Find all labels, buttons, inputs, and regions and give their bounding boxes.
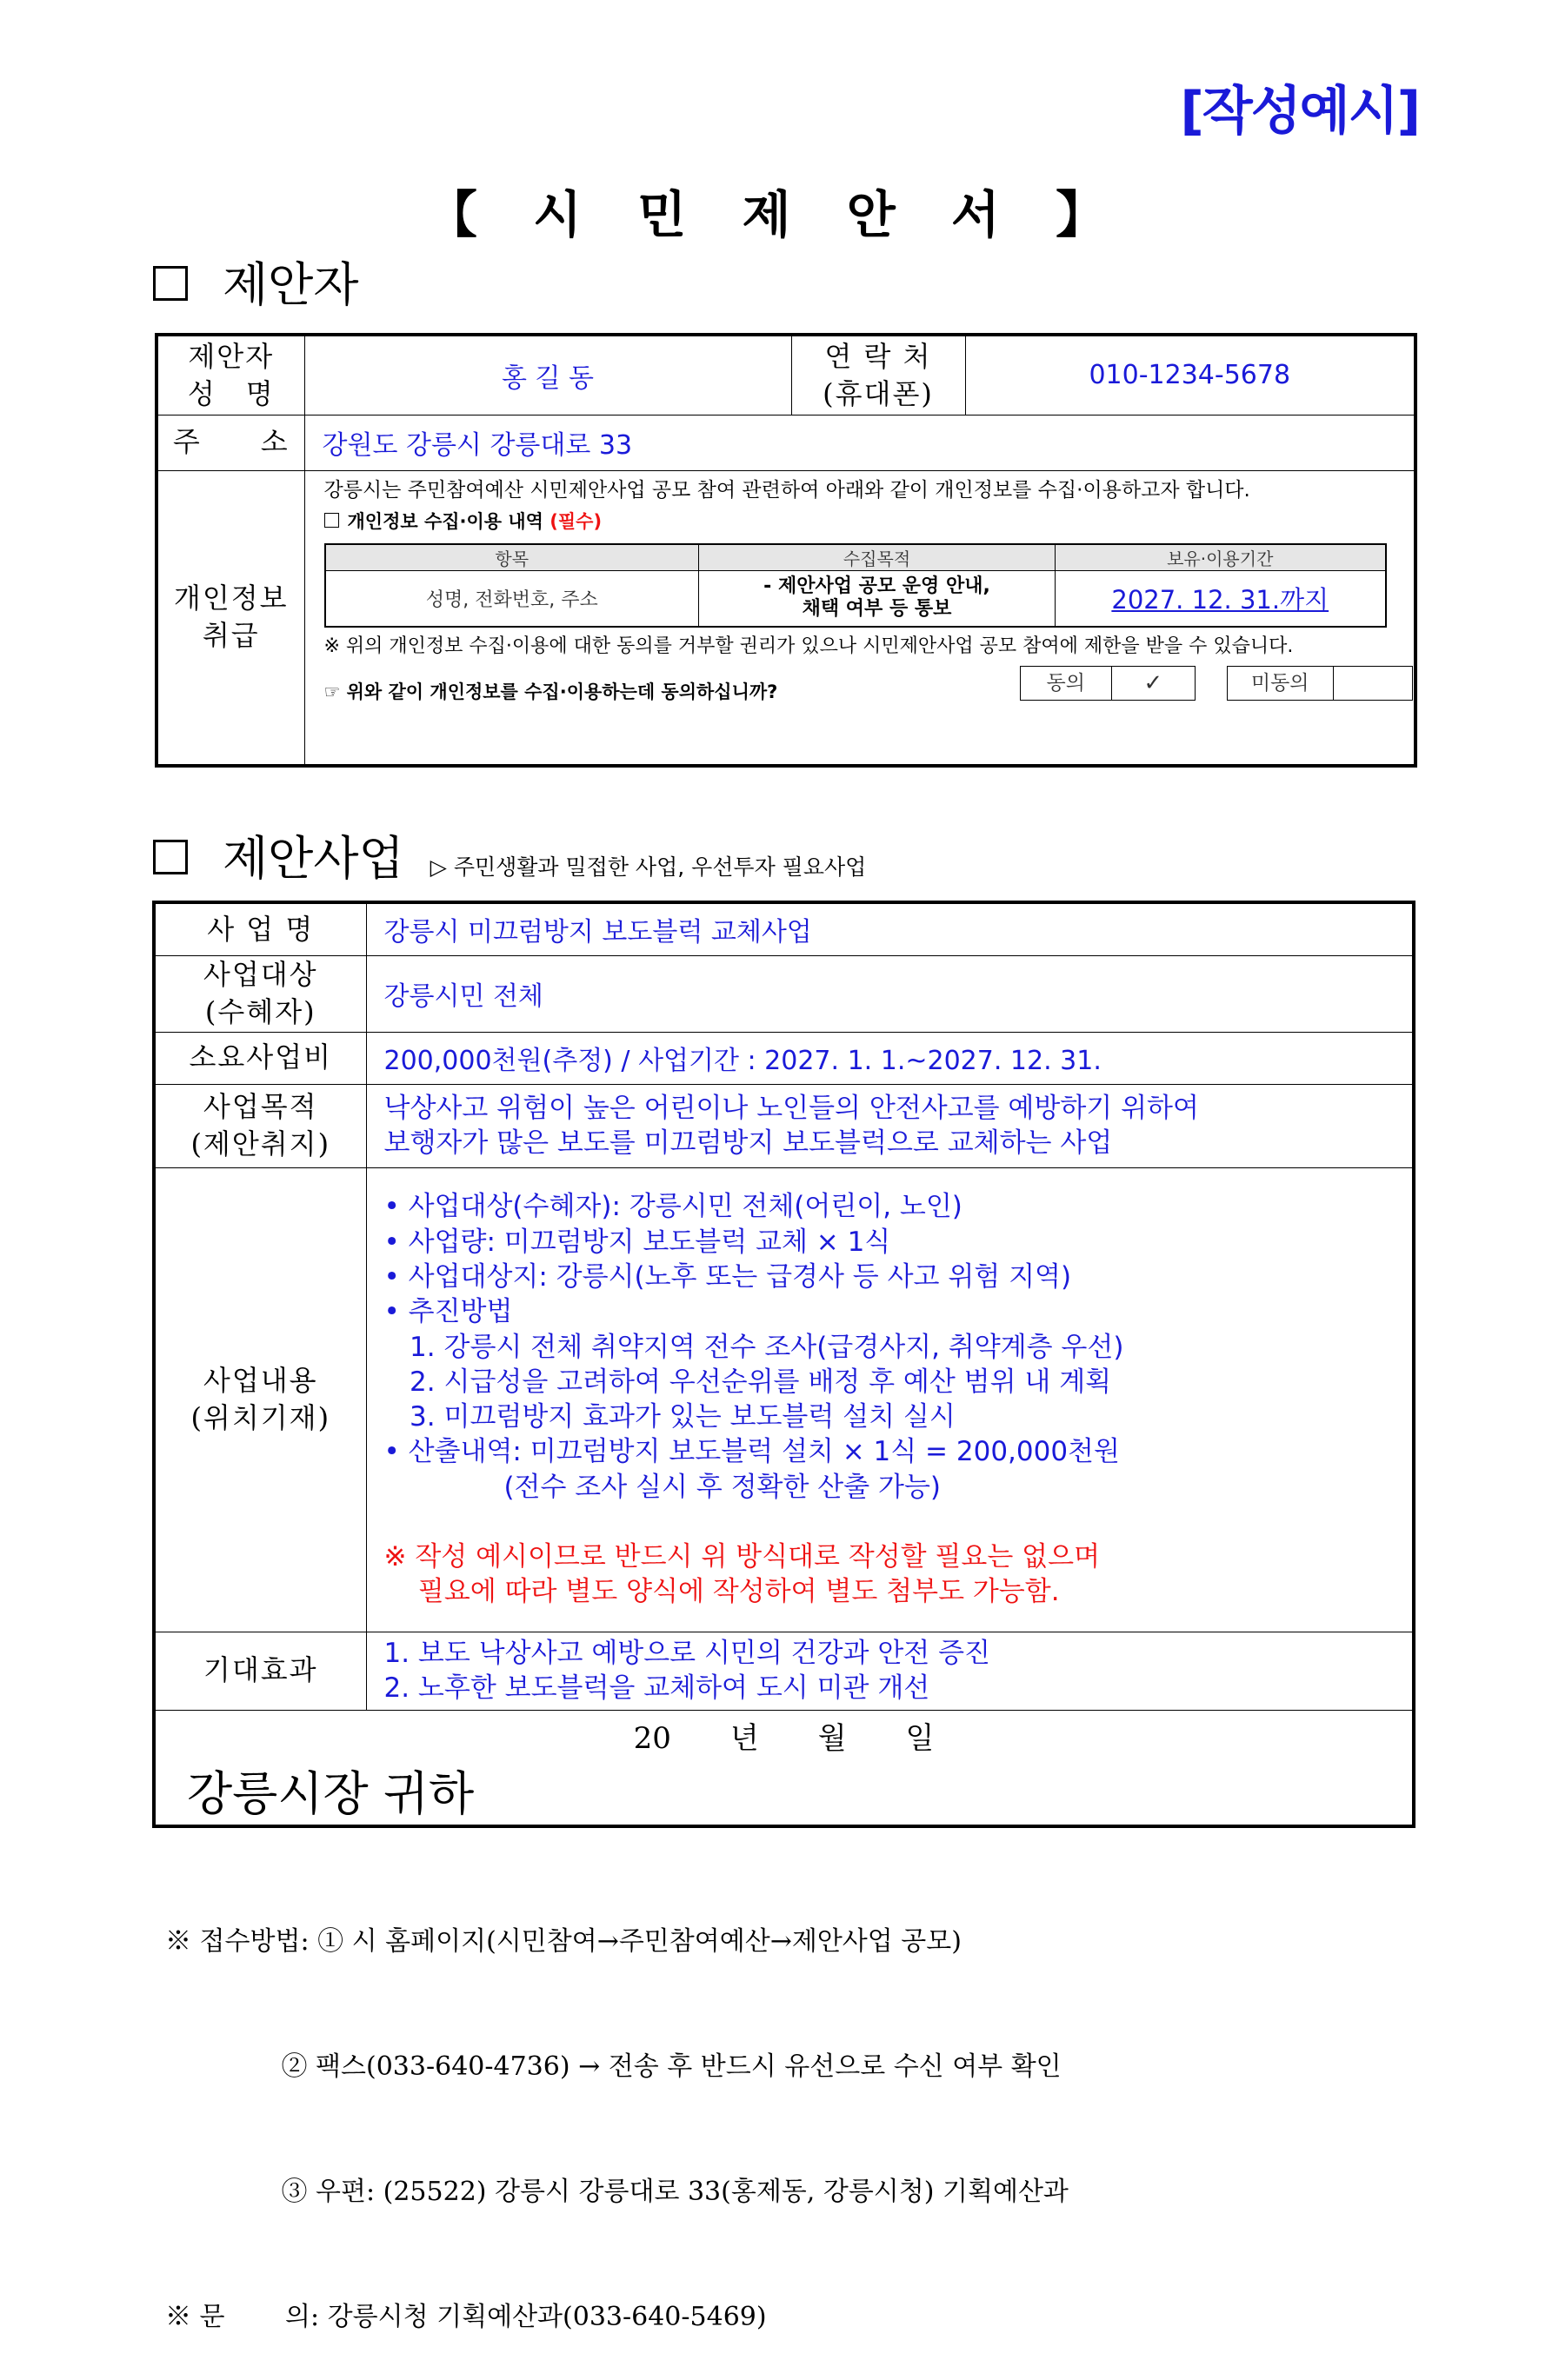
project-table <box>152 901 1415 1828</box>
address-value: 강원도 강릉시 강릉대로 33 <box>304 415 1415 470</box>
content-line: • 사업량: 미끄럼방지 보도블럭 교체 × 1식 <box>383 1226 891 1258</box>
section-title: 제안자 <box>223 257 359 312</box>
agree-box[interactable] <box>1020 666 1196 701</box>
document-title: 【 시 민 제 안 서 】 <box>426 185 1126 244</box>
footer-line-2: ② 팩스(033-640-4736) → 전송 후 반드시 유선으로 수신 여부 확인 <box>165 2051 1062 2082</box>
consent-question: ☞ 위와 같이 개인정보를 수집·이용하는데 동의하십니까? <box>323 681 778 703</box>
content-line: • 추진방법 <box>383 1296 513 1328</box>
checkbox-icon <box>324 513 339 528</box>
address-label: 주 소 <box>157 415 304 470</box>
contact-label: 연 락 처 (휴대폰) <box>791 335 965 415</box>
date-line: 20 년 월 일 <box>154 1710 1414 1757</box>
content-line: 2. 시급성을 고려하여 우선순위를 배정 후 예산 범위 내 계획 <box>383 1366 1112 1398</box>
footer-line-4: ※ 문 의: 강릉시청 기획예산과(033-640-5469) <box>165 2302 767 2332</box>
privacy-note: ※ 위의 개인정보 수집·이용에 대한 동의를 거부할 권리가 있으나 시민제안사업 공모 참여에 제한을 받을 수 있습니다. <box>323 635 1294 657</box>
addressee: 강릉시장 귀하 <box>154 1757 1414 1826</box>
privacy-intro: 강릉시는 주민참여예산 시민제안사업 공모 참여 관련하여 아래와 같이 개인정보를 수집·이용하고자 합니다. <box>323 478 1250 502</box>
content-line: 1. 강릉시 전체 취약지역 전수 조사(급경사지, 취약계층 우선) <box>383 1331 1124 1363</box>
example-label: [작성예시] <box>1180 81 1419 142</box>
target-value: 강릉시민 전체 <box>366 955 1414 1032</box>
footer-line-1: ※ 접수방법: ① 시 홈페이지(시민참여→주민참여예산→제안사업 공모) <box>165 1926 962 1957</box>
proposer-table <box>155 333 1417 768</box>
required-mark: (필수) <box>550 510 603 532</box>
name-value: 홍 길 동 <box>304 335 791 415</box>
cell-purpose: - 제안사업 공모 운영 안내, 채택 여부 등 통보 <box>699 571 1056 627</box>
cost-value: 200,000천원(추정) / 사업기간 : 2027. 1. 1.~2027. 12. 31. <box>366 1032 1414 1084</box>
disagree-checkbox[interactable] <box>1333 667 1412 700</box>
target-label: 사업대상 (수혜자) <box>154 955 366 1032</box>
content-warning: ※ 작성 예시이므로 반드시 위 방식대로 작성할 필요는 없으며 필요에 따라 별도 양식에 작성하여 별도 첨부도 가능함. <box>383 1541 1101 1608</box>
footer <box>165 1838 1069 2380</box>
consent-row <box>324 666 1408 706</box>
privacy-heading <box>324 509 1408 535</box>
project-name-value: 강릉시 미끄럼방지 보도블럭 교체사업 <box>366 902 1414 955</box>
content-line: • 사업대상지: 강릉시(노후 또는 급경사 등 사고 위험 지역) <box>383 1260 1072 1293</box>
header-period: 보유·이용기간 <box>1056 544 1386 571</box>
disagree-box[interactable] <box>1227 666 1413 701</box>
contact-value: 010-1234-5678 <box>965 335 1415 415</box>
content-body <box>366 1167 1414 1632</box>
section-project-heading <box>153 821 866 888</box>
cell-period: 2027. 12. 31.까지 <box>1056 571 1386 627</box>
privacy-section <box>304 470 1415 766</box>
name-label: 제안자 성 명 <box>157 335 304 415</box>
content-line: • 산출내역: 미끄럼방지 보도블럭 설치 × 1식 = 200,000천원 <box>383 1436 1120 1468</box>
project-name-label: 사 업 명 <box>154 902 366 955</box>
agree-checkmark[interactable]: ✓ <box>1111 667 1195 700</box>
purpose-value: 낙상사고 위험이 높은 어린이나 노인들의 안전사고를 예방하기 위하여 보행자가 많은 보도를 미끄럼방지 보도블럭으로 교체하는 사업 <box>366 1084 1414 1167</box>
content-line: (전수 조사 실시 후 정확한 산출 가능) <box>383 1471 942 1503</box>
header-items: 항목 <box>325 544 699 571</box>
content-line: 3. 미끄럼방지 효과가 있는 보도블럭 설치 실시 <box>383 1401 956 1433</box>
checkbox-square-icon <box>153 266 188 301</box>
section-title: 제안사업 <box>223 831 404 886</box>
effect-value: 1. 보도 낙상사고 예방으로 시민의 건강과 안전 증진 2. 노후한 보도블럭을 교체하여 도시 미관 개선 <box>366 1632 1414 1710</box>
content-line: • 사업대상(수혜자): 강릉시민 전체(어린이, 노인) <box>383 1191 963 1223</box>
checkbox-square-icon <box>153 840 188 874</box>
header-purpose: 수집목적 <box>699 544 1056 571</box>
cell-items: 성명, 전화번호, 주소 <box>325 571 699 627</box>
privacy-heading-text: 개인정보 수집·이용 내역 <box>347 510 543 532</box>
effect-label: 기대효과 <box>154 1632 366 1710</box>
disagree-label: 미동의 <box>1250 672 1309 695</box>
section-proposer-heading <box>153 248 359 315</box>
privacy-label: 개인정보 취급 <box>157 470 304 766</box>
cost-label: 소요사업비 <box>154 1032 366 1084</box>
footer-line-3: ③ 우편: (25522) 강릉시 강릉대로 33(홍제동, 강릉시청) 기획예산과 <box>165 2177 1069 2207</box>
agree-label: 동의 <box>1046 672 1085 695</box>
content-label: 사업내용 (위치기재) <box>154 1167 366 1632</box>
purpose-label: 사업목적 (제안취지) <box>154 1084 366 1167</box>
section-subtitle: ▷ 주민생활과 밀접한 사업, 우선투자 필요사업 <box>430 854 867 880</box>
privacy-items-table <box>324 543 1387 628</box>
